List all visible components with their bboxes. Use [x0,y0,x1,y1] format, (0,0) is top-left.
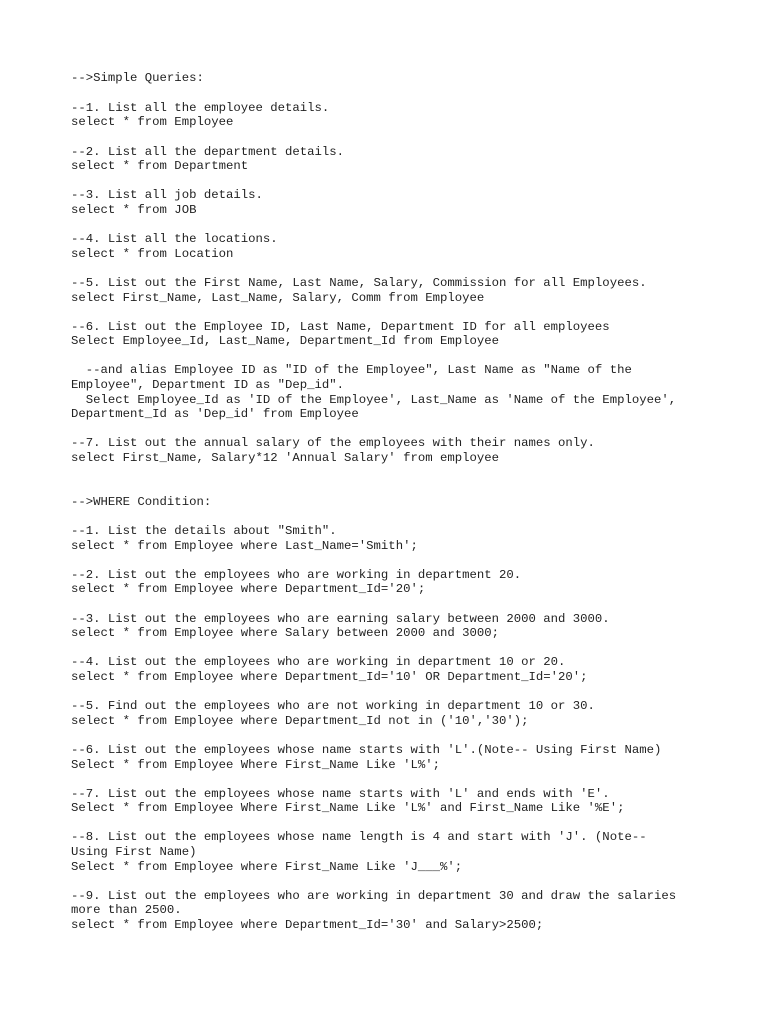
query-line: select * from Employee where Department_Id='10' OR Department_Id='20'; [71,669,588,684]
alias-query-line: Select Employee_Id as 'ID of the Employee', Last_Name as 'Name of the Employee', [71,392,677,407]
query-line: select * from Employee where Department_Id='20'; [71,582,426,597]
section-heading-where-condition: -->WHERE Condition: [71,494,212,509]
comment-line: --7. List out the employees whose name starts with 'L' and ends with 'E'. [71,786,610,801]
comment-line: --5. List out the First Name, Last Name, Salary, Commission for all Employees. [71,275,647,290]
query-line: select * from Department [71,159,249,174]
comment-line: --4. List all the locations. [71,232,278,247]
comment-line: --3. List out the employees who are earning salary between 2000 and 3000. [71,611,610,626]
document-page [71,71,711,933]
query-line: select * from Employee where Department_Id='30' and Salary>2500; [71,918,544,933]
comment-line: Using First Name) [71,845,197,860]
comment-line: --3. List all job details. [71,188,263,203]
alias-note-line: --and alias Employee ID as "ID of the Employee", Last Name as "Name of the [71,363,632,378]
query-line: select * from Employee where Salary between 2000 and 3000; [71,626,500,641]
section-heading-simple-queries: -->Simple Queries: [71,71,204,85]
query-line: select * from Employee where Department_Id not in ('10','30'); [71,713,529,728]
query-line: Select * from Employee Where First_Name Like 'L%'; [71,757,440,772]
comment-line: --1. List all the employee details. [71,100,330,115]
query-line: Select Employee_Id, Last_Name, Department_Id from Employee [71,334,500,349]
comment-line: --1. List the details about "Smith". [71,524,337,538]
query-line: select * from JOB [71,202,197,217]
comment-line: --2. List out the employees who are working in department 20. [71,567,522,582]
comment-line: --7. List out the annual salary of the employees with their names only. [71,436,595,451]
query-line: select First_Name, Last_Name, Salary, Comm from Employee [71,290,485,305]
comment-line: --4. List out the employees who are working in department 10 or 20. [71,655,566,670]
comment-line: more than 2500. [71,903,182,918]
query-line: Select * from Employee Where First_Name Like 'L%' and First_Name Like '%E'; [71,801,625,816]
comment-line: --9. List out the employees who are working in department 30 and draw the salaries [71,888,677,903]
comment-line: --8. List out the employees whose name length is 4 and start with 'J'. (Note-- [71,830,647,845]
comment-line: --6. List out the Employee ID, Last Name, Department ID for all employees [71,319,610,334]
query-line: select * from Location [71,246,234,261]
query-line: select * from Employee [71,115,234,130]
query-line: select First_Name, Salary*12 'Annual Salary' from employee [71,451,500,466]
comment-line: --5. Find out the employees who are not working in department 10 or 30. [71,699,595,714]
comment-line: --2. List all the department details. [71,144,345,159]
query-line: Select * from Employee where First_Name Like 'J___%'; [71,859,463,874]
comment-line: --6. List out the employees whose name starts with 'L'.(Note-- Using First Name) [71,742,662,757]
alias-query-line: Department_Id as 'Dep_id' from Employee [71,407,359,422]
alias-note-line: Employee", Department ID as "Dep_id". [71,378,345,393]
query-line: select * from Employee where Last_Name='Smith'; [71,538,418,553]
